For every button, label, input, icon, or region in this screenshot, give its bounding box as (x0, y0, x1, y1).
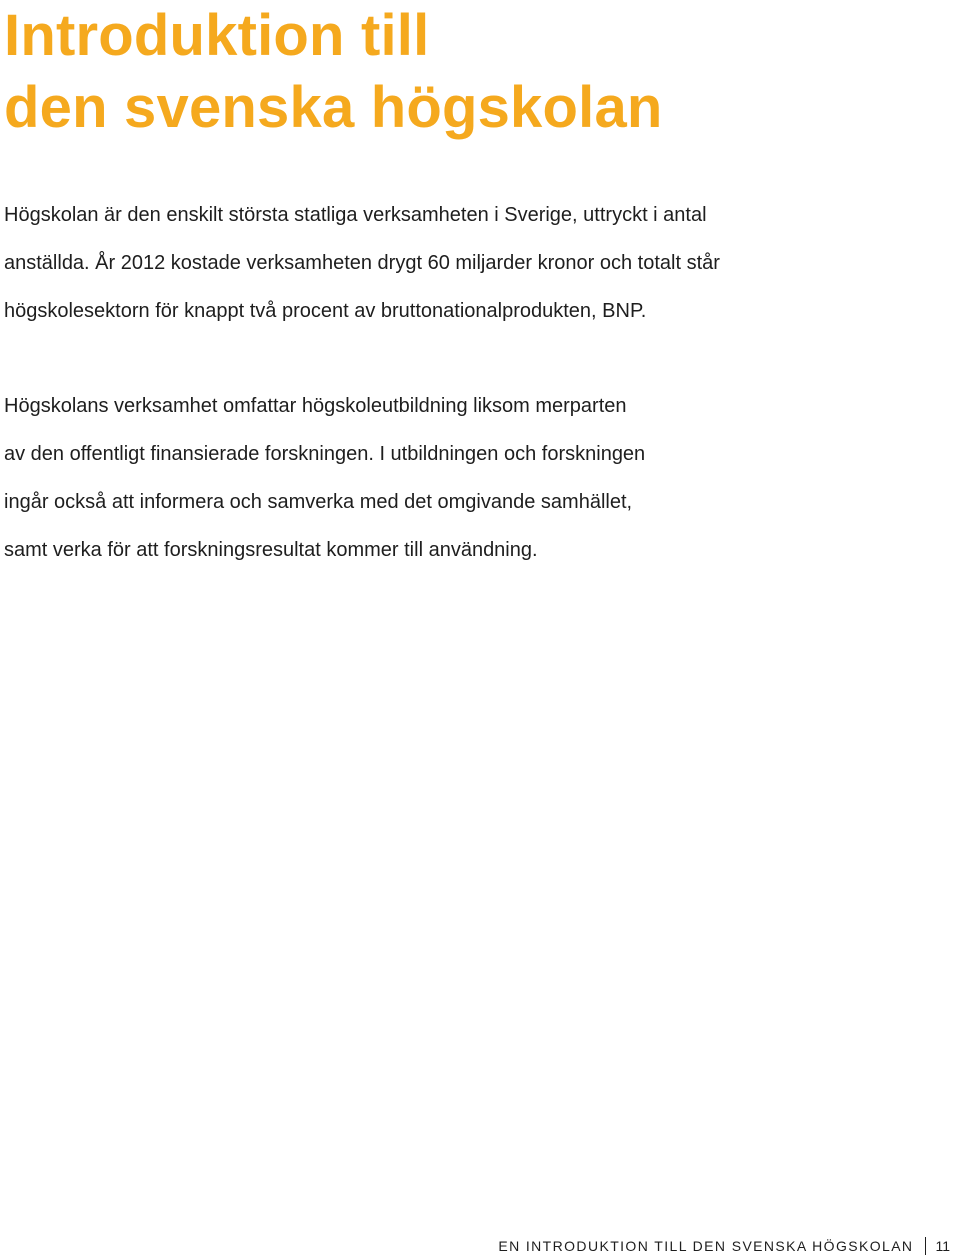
page-title-line-1: Introduktion till (4, 3, 430, 68)
paragraph-line: av den offentligt finansierade forskningen. I utbildningen och forskningen (4, 443, 646, 465)
page-number: 11 (935, 1238, 950, 1254)
running-title: EN INTRODUKTION TILL DEN SVENSKA HÖGSKOLAN (498, 1238, 914, 1254)
page-footer (498, 1236, 950, 1256)
paragraph-line: Högskolans verksamhet omfattar högskoleutbildning liksom merparten (4, 395, 627, 417)
paragraph-line: Högskolan är den enskilt största statliga verksamheten i Sverige, uttryckt i antal (4, 204, 707, 226)
paragraph-line: högskolesektorn för knappt två procent av bruttonationalprodukten, BNP. (4, 300, 647, 322)
intro-paragraph-2 (4, 382, 904, 574)
paragraph-line: anställda. År 2012 kostade verksamheten drygt 60 miljarder kronor och totalt står (4, 252, 720, 274)
footer-divider (925, 1237, 926, 1255)
paragraph-line: ingår också att informera och samverka med det omgivande samhället, (4, 491, 633, 513)
page-title (4, 0, 663, 144)
intro-paragraph-1 (4, 191, 904, 335)
paragraph-line: samt verka för att forskningsresultat kommer till användning. (4, 539, 538, 561)
page-title-line-2: den svenska högskolan (4, 75, 663, 140)
